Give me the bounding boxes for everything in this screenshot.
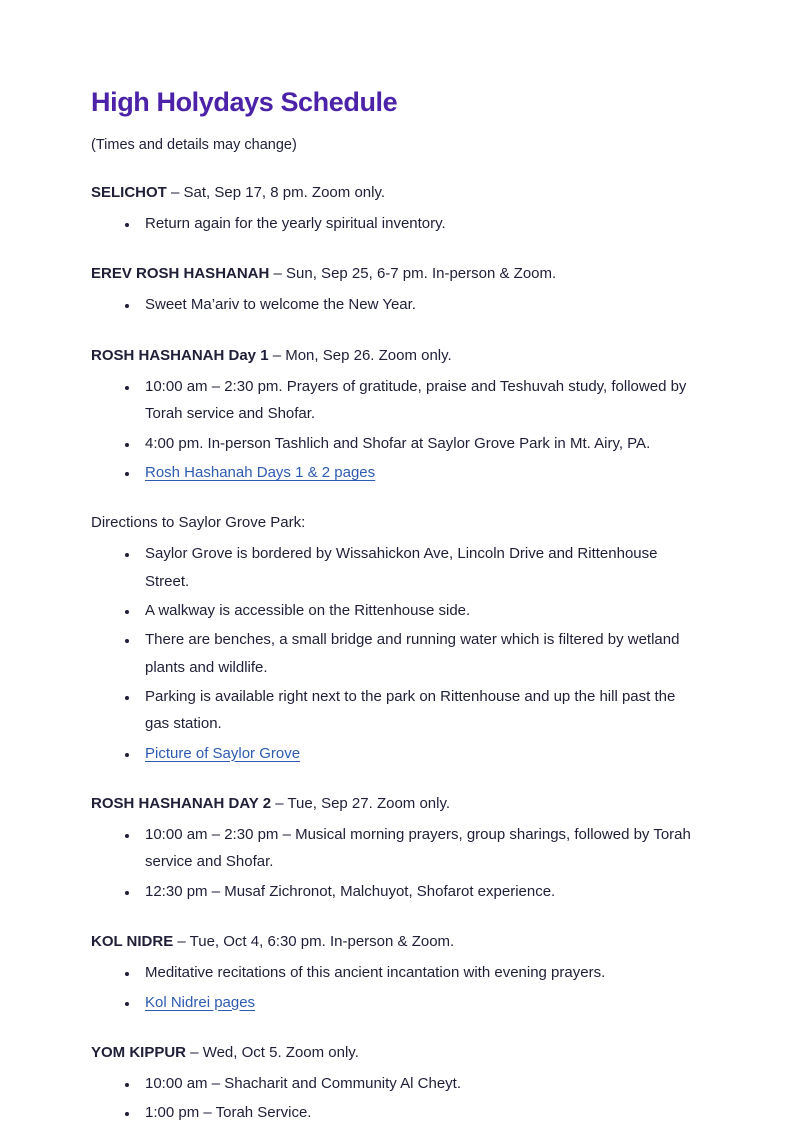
section-heading	[91, 792, 692, 815]
event-details: – Sat, Sep 17, 8 pm. Zoom only.	[166, 183, 386, 201]
event-name: ROSH HASHANAH Day 1	[91, 346, 269, 364]
event-details: – Tue, Sep 27. Zoom only.	[271, 794, 451, 812]
event-details: – Wed, Oct 5. Zoom only.	[186, 1043, 359, 1061]
event-details: – Mon, Sep 26. Zoom only.	[268, 346, 452, 364]
event-name: ROSH HASHANAH DAY 2	[91, 794, 272, 812]
list-item	[139, 740, 692, 767]
list-item: • 1:00 pm – Torah Service.	[139, 1099, 692, 1126]
event-name: EREV ROSH HASHANAH	[91, 265, 270, 283]
bullet-list	[91, 821, 692, 905]
bullet-list	[91, 540, 692, 766]
section-erev-rosh-hashanah	[91, 262, 692, 319]
event-name: SELICHOT	[91, 183, 167, 201]
kol-nidrei-pages-link[interactable]: Kol Nidrei pages	[145, 993, 256, 1011]
list-item: • 10:00 am – 2:30 pm. Prayers of gratitude, praise and Teshuvah study, followed by Torah service and Shofar.	[139, 373, 692, 428]
directions-label: Directions to Saylor Grove Park:	[91, 514, 306, 532]
bullet-list	[91, 959, 692, 1016]
section-selichot	[91, 181, 692, 238]
section-yom-kippur	[91, 1041, 692, 1127]
list-item: • Meditative recitations of this ancient incantation with evening prayers.	[139, 959, 692, 986]
section-directions	[91, 511, 692, 767]
section-heading	[91, 344, 692, 367]
list-item: • 10:00 am – Shacharit and Community Al Cheyt.	[139, 1070, 692, 1097]
list-item: • 12:30 pm – Musaf Zichronot, Malchuyot, Shofarot experience.	[139, 878, 692, 905]
event-name: KOL NIDRE	[91, 932, 174, 950]
event-details: – Sun, Sep 25, 6-7 pm. In-person & Zoom.	[269, 265, 557, 283]
section-heading	[91, 511, 692, 534]
section-heading	[91, 262, 692, 285]
list-item: • A walkway is accessible on the Rittenhouse side.	[139, 597, 692, 624]
bullet-list	[91, 291, 692, 318]
list-item: • Return again for the yearly spiritual inventory.	[139, 210, 692, 237]
list-item	[139, 989, 692, 1016]
section-kol-nidre	[91, 930, 692, 1016]
section-rosh-hashanah-day-1	[91, 344, 692, 486]
bullet-list	[91, 373, 692, 486]
section-heading	[91, 930, 692, 953]
saylor-grove-picture-link[interactable]: Picture of Saylor Grove	[145, 744, 301, 762]
page-subtitle: (Times and details may change)	[91, 137, 297, 154]
list-item: • Saylor Grove is bordered by Wissahickon Ave, Lincoln Drive and Rittenhouse Street.	[139, 540, 692, 595]
list-item: • 10:00 am – 2:30 pm – Musical morning prayers, group sharings, followed by Torah service and Shofar.	[139, 821, 692, 876]
section-heading	[91, 181, 692, 204]
page-title: High Holydays Schedule	[91, 87, 398, 117]
bullet-list	[91, 210, 692, 237]
section-rosh-hashanah-day-2	[91, 792, 692, 905]
event-details: – Tue, Oct 4, 6:30 pm. In-person & Zoom.	[173, 932, 455, 950]
list-item: • Parking is available right next to the park on Rittenhouse and up the hill past the gas station.	[139, 683, 692, 738]
section-heading	[91, 1041, 692, 1064]
bullet-list	[91, 1070, 692, 1127]
list-item: • Sweet Ma’ariv to welcome the New Year.	[139, 291, 692, 318]
rosh-hashanah-pages-link[interactable]: Rosh Hashanah Days 1 & 2 pages	[145, 463, 376, 481]
list-item: • There are benches, a small bridge and running water which is filtered by wetland plants and wildlife.	[139, 626, 692, 681]
list-item	[139, 459, 692, 486]
list-item: • 4:00 pm. In-person Tashlich and Shofar at Saylor Grove Park in Mt. Airy, PA.	[139, 430, 692, 457]
event-name: YOM KIPPUR	[91, 1043, 187, 1061]
